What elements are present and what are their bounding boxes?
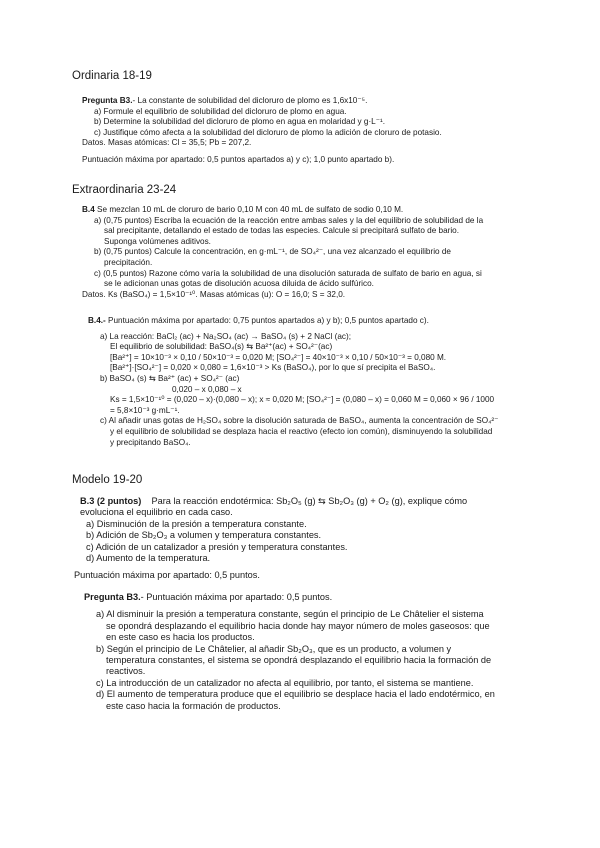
answer-line: [Ba²⁺] = 10×10⁻³ × 0,10 / 50×10⁻³ = 0,020 M; [SO₄²⁻] = 40×10⁻³ × 0,10 / 50×10⁻³ = 0,080 M.: [110, 352, 447, 362]
answer-line: se opondrá desplazando el equilibrio hacia donde hay mayor número de moles gaseosos: que: [106, 620, 490, 631]
answer-line: c) La introducción de un catalizador no afecta al equilibrio, por tanto, el sistema se mantiene.: [96, 677, 474, 688]
question-intro-cont: evoluciona el equilibrio en cada caso.: [80, 507, 233, 518]
question-item-b: b) Determine la solubilidad del dicloruro de plomo en agua en molaridad y g·L⁻¹.: [94, 117, 386, 127]
section-heading-ordinaria-18-19: Ordinaria 18-19: [72, 70, 152, 82]
question-intro: Para la reacción endotérmica: Sb₂O₅ (g) ⇆ Sb₂O₃ (g) + O₂ (g), explique cómo: [151, 496, 468, 506]
question-score: Puntuación máxima por apartado: 0,5 puntos apartados a) y c); 1,0 punto apartado b).: [82, 154, 395, 164]
answer-line: en este caso es hacia los productos.: [106, 632, 255, 643]
answer-line: a) La reacción: BaCl₂ (ac) + Na₂SO₄ (ac) → BaSO₄ (s) + 2 NaCl (ac);: [100, 331, 352, 341]
question-item-b: b) Adición de Sb₂O₃ a volumen y temperatura constantes.: [86, 530, 322, 541]
question-line: sal precipitante, detallando el estado de todas las especies. Calcule si precipitará sulfato de bario.: [104, 226, 460, 236]
question-intro: - La constante de solubilidad del dicloruro de plomo es 1,6x10⁻⁵.: [132, 96, 368, 105]
question-line: se le adicionan unas gotas de disolución acuosa diluida de ácido sulfúrico.: [104, 279, 374, 289]
answer-line: b) Según el principio de Le Châtelier, al añadir Sb₂O₃, que es un producto, a volumen y: [96, 643, 452, 654]
question-line: Suponga volúmenes aditivos.: [104, 236, 211, 246]
question-item-c: c) Adición de un catalizador a presión y temperatura constantes.: [86, 541, 348, 552]
answer-prefix: B.4.-: [88, 316, 106, 325]
answer-intro: - Puntuación máxima por apartado: 0,5 puntos.: [140, 592, 333, 602]
answer-intro: Puntuación máxima por apartado: 0,75 puntos apartados a) y b); 0,5 puntos apartado c).: [108, 316, 429, 325]
question-prefix: B.4: [82, 205, 95, 214]
question-line: b) (0,75 puntos) Calcule la concentración, en g·mL⁻¹, de SO₄²⁻, una vez alcanzado el equilibrio de: [94, 247, 451, 257]
question-item-c: c) Justifique cómo afecta a la solubilidad del dicloruro de plomo la adición de cloruro de potasio.: [94, 127, 442, 137]
answer-line: = 5,8×10⁻³ g·mL⁻¹.: [110, 405, 180, 415]
answer-line: a) Al disminuir la presión a temperatura constante, según el principio de Le Châtelier el sistema: [96, 609, 484, 620]
answer-line: d) El aumento de temperatura produce que el equilibrio se desplace hacia el lado endotérmico, en: [96, 689, 495, 700]
answer-line: reactivos.: [106, 666, 146, 677]
answer-line: El equilibrio de solubilidad: BaSO₄(s) ⇆ Ba²⁺(ac) + SO₄²⁻(ac): [110, 342, 333, 352]
answer-line: Ks = 1,5×10⁻¹⁰ = (0,020 – x)·(0,080 – x); x ≈ 0,020 M; [SO₄²⁻] = (0,080 – x) = 0,060 M = 0,060 × 96 / 1000: [110, 395, 495, 405]
answer-line: este caso hacia la formación de productos.: [106, 700, 281, 711]
section-heading-extraordinaria-23-24: Extraordinaria 23-24: [72, 184, 177, 196]
question-data: Datos. Ks (BaSO₄) = 1,5×10⁻¹⁰. Masas atómicas (u): O = 16,0; S = 32,0.: [82, 289, 346, 299]
answer-line: temperatura constantes, el sistema se opondrá desplazando el equilibrio hacia la formación de: [106, 655, 492, 666]
question-prefix: Pregunta B3.: [82, 96, 133, 105]
question-data: Datos. Masas atómicas: Cl = 35,5; Pb = 207,2.: [82, 138, 252, 148]
question-item-d: d) Aumento de la temperatura.: [86, 553, 211, 564]
question-line: a) (0,75 puntos) Escriba la ecuación de la reacción entre ambas sales y la del equilibrio de solubilidad de la: [94, 215, 484, 225]
question-line: c) (0,5 puntos) Razone cómo varía la solubilidad de una disolución saturada de sulfato de bario en agua, si: [94, 268, 482, 278]
question-b3-ordinaria: [82, 96, 562, 166]
answer-b4-extraordinaria: [88, 316, 564, 448]
question-line: precipitación.: [104, 257, 153, 267]
answer-line: y el equilibrio de solubilidad se desplaza hacia el reactivo (efecto ion común), disminuyendo la solubilidad: [110, 426, 493, 436]
answer-line: 0,020 – x 0,080 – x: [172, 384, 242, 394]
question-b3-modelo: [74, 496, 564, 582]
question-prefix: B.3 (2 puntos): [80, 496, 142, 506]
answer-prefix: Pregunta B3.: [84, 592, 141, 602]
answer-line: c) Al añadir unas gotas de H₂SO₄ sobre la disolución saturada de BaSO₄, aumenta la concentración de SO₄²⁻: [100, 416, 499, 426]
question-score: Puntuación máxima por apartado: 0,5 puntos.: [74, 570, 260, 581]
answer-line: b) BaSO₄ (s) ⇆ Ba²⁺ (ac) + SO₄²⁻ (ac): [100, 373, 240, 383]
question-item-a: a) Disminución de la presión a temperatura constante.: [86, 518, 307, 529]
answer-line: y precipitando BaSO₄.: [110, 437, 191, 447]
question-b4-extraordinaria: [82, 205, 564, 300]
question-line: Se mezclan 10 mL de cloruro de bario 0,10 M con 40 mL de sulfato de sodio 0,10 M.: [97, 205, 404, 214]
section-heading-modelo-19-20: Modelo 19-20: [72, 474, 143, 486]
answer-b3-modelo: [84, 592, 564, 712]
question-item-a: a) Formule el equilibrio de solubilidad del dicloruro de plomo en agua.: [94, 106, 347, 116]
answer-line: [Ba²⁺]·[SO₄²⁻] = 0,020 × 0,080 = 1,6×10⁻³ > Ks (BaSO₄), por lo que sí precipita el BaSO₄.: [110, 363, 436, 373]
